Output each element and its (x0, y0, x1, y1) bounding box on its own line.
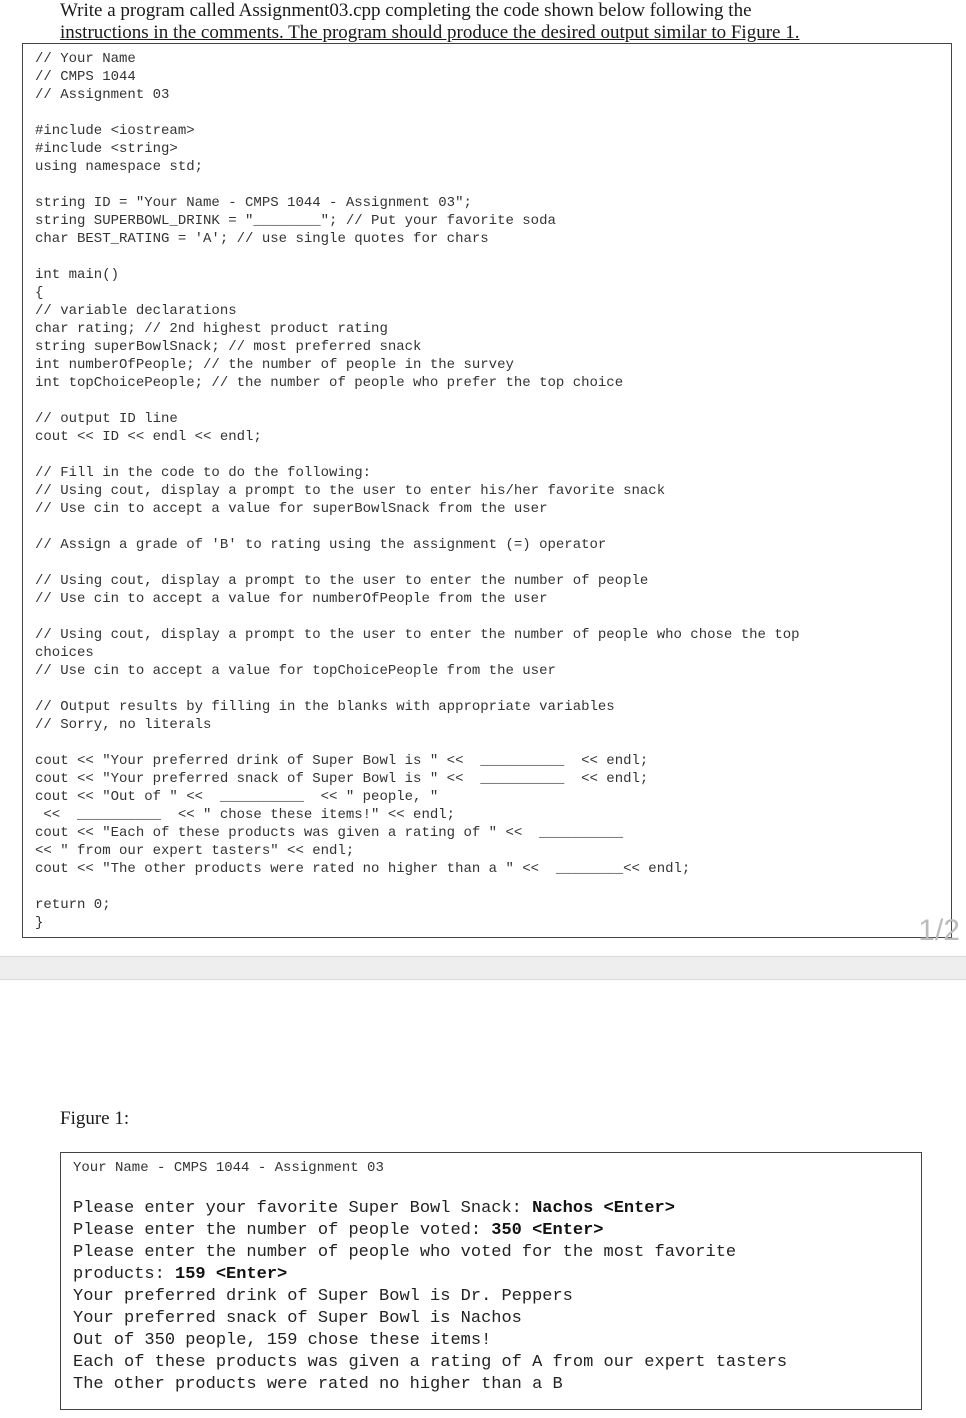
code-line: int numberOfPeople; // the number of people in the survey (35, 357, 514, 373)
code-line: cout << "Out of " << __________ << " people, " (35, 789, 439, 805)
code-line: } (35, 915, 44, 931)
code-line: // Using cout, display a prompt to the user to enter the number of people who chose the top (35, 627, 800, 643)
code-line: char BEST_RATING = 'A'; // use single quotes for chars (35, 231, 489, 247)
output-lines (73, 1198, 787, 1396)
code-line: string ID = "Your Name - CMPS 1044 - Assignment 03"; (35, 195, 472, 211)
code-listing (35, 50, 800, 932)
output-result-drink: Your preferred drink of Super Bowl is Dr. Peppers (73, 1287, 573, 1306)
code-line: << " from our expert tasters" << endl; (35, 843, 355, 859)
code-line: // Using cout, display a prompt to the user to enter the number of people (35, 573, 649, 589)
output-prompt-people: Please enter the number of people voted: (73, 1221, 492, 1240)
code-line: << __________ << " chose these items!" << endl; (35, 807, 456, 823)
code-line: // Use cin to accept a value for superBowlSnack from the user (35, 501, 548, 517)
output-input-top: 159 <Enter> (175, 1265, 288, 1284)
code-line: // Fill in the code to do the following: (35, 465, 372, 481)
code-line: // Output results by filling in the blanks with appropriate variables (35, 699, 615, 715)
output-result-count: Out of 350 people, 159 chose these items! (73, 1331, 492, 1350)
instructions-line-1: Write a program called Assignment03.cpp completing the code shown below following the (60, 0, 752, 21)
output-prompt-top-1: Please enter the number of people who voted for the most favorite (73, 1243, 737, 1262)
code-line: using namespace std; (35, 159, 204, 175)
code-line: // variable declarations (35, 303, 237, 319)
code-line: string SUPERBOWL_DRINK = "________"; // Put your favorite soda (35, 213, 556, 229)
output-prompt-snack: Please enter your favorite Super Bowl Snack: (73, 1199, 533, 1218)
code-line: // Your Name (35, 51, 136, 67)
output-id-line: Your Name - CMPS 1044 - Assignment 03 (73, 1160, 384, 1176)
code-line: // output ID line (35, 411, 178, 427)
code-line: cout << "Each of these products was given a rating of " << __________ (35, 825, 624, 841)
code-listing-box (22, 43, 952, 938)
code-line: // Use cin to accept a value for numberOfPeople from the user (35, 591, 548, 607)
code-line: // CMPS 1044 (35, 69, 136, 85)
code-line: // Using cout, display a prompt to the user to enter his/her favorite snack (35, 483, 666, 499)
code-line: cout << ID << endl << endl; (35, 429, 262, 445)
code-line: // Assignment 03 (35, 87, 170, 103)
output-prompt-top-2: products: (73, 1265, 176, 1284)
instructions-line-2: instructions in the comments. The program should produce the desired output similar to Figure 1. (60, 22, 800, 43)
code-line: // Use cin to accept a value for topChoicePeople from the user (35, 663, 556, 679)
code-line: // Assign a grade of 'B' to rating using the assignment (=) operator (35, 537, 607, 553)
output-input-snack: Nachos <Enter> (532, 1199, 675, 1218)
instructions-paragraph (60, 0, 940, 44)
code-line: #include <string> (35, 141, 178, 157)
code-line: char rating; // 2nd highest product rating (35, 321, 388, 337)
output-result-other: The other products were rated no higher than a B (73, 1375, 563, 1394)
output-result-snack: Your preferred snack of Super Bowl is Nachos (73, 1309, 522, 1328)
page-number: 1/2 (918, 914, 960, 947)
code-line: cout << "Your preferred drink of Super Bowl is " << __________ << endl; (35, 753, 649, 769)
code-line: cout << "The other products were rated no higher than a " << ________<< endl; (35, 861, 691, 877)
code-line: return 0; (35, 897, 111, 913)
code-line: // Sorry, no literals (35, 717, 212, 733)
code-line: #include <iostream> (35, 123, 195, 139)
page-break-separator (0, 956, 966, 980)
code-line: choices (35, 645, 94, 661)
code-line: string superBowlSnack; // most preferred snack (35, 339, 422, 355)
code-line: cout << "Your preferred snack of Super Bowl is " << __________ << endl; (35, 771, 649, 787)
program-output-box (60, 1152, 922, 1410)
output-result-rating: Each of these products was given a rating of A from our expert tasters (73, 1353, 788, 1372)
code-line: int topChoicePeople; // the number of people who prefer the top choice (35, 375, 624, 391)
output-input-people: 350 <Enter> (491, 1221, 604, 1240)
code-line: int main() (35, 267, 120, 283)
code-line: { (35, 285, 44, 301)
figure-label: Figure 1: (60, 1108, 130, 1129)
